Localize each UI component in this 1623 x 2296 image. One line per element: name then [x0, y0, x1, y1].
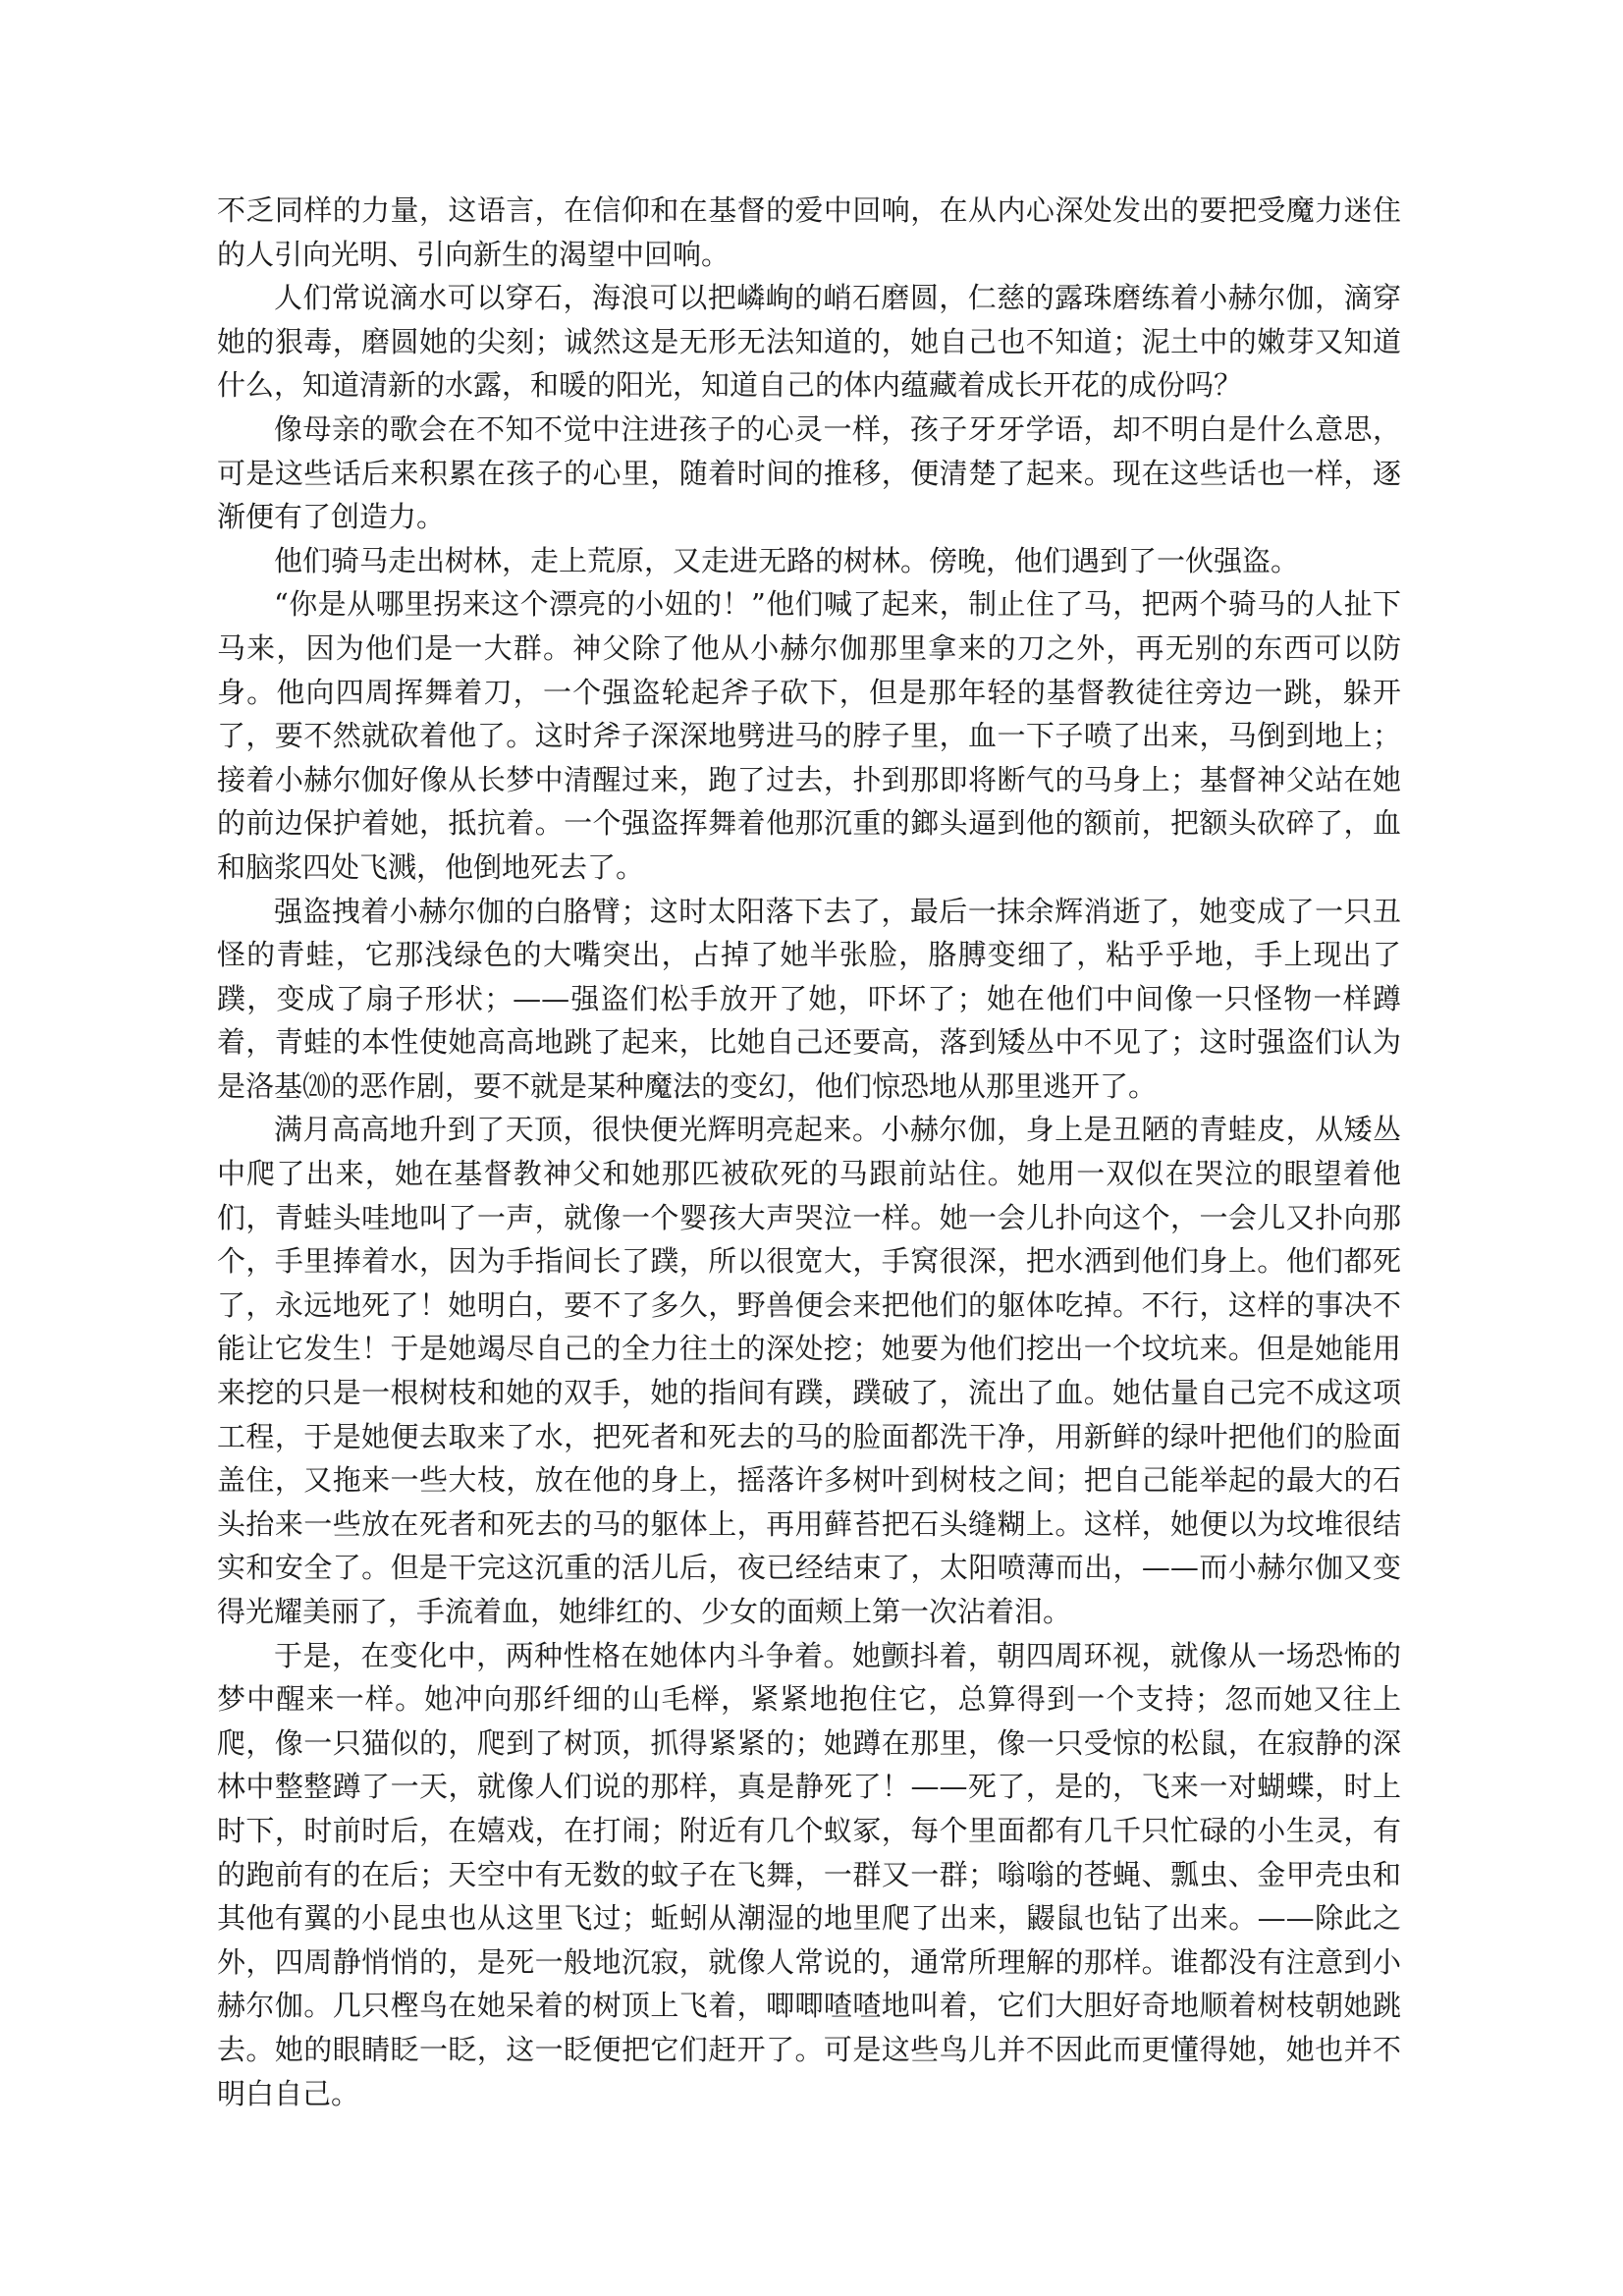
paragraph-robbers-attack: “你是从哪里拐来这个漂亮的小妞的！”他们喊了起来，制止住了马，把两个骑马的人扯下马来，因为他们是一大群。神父除了他从小赫尔伽那里拿来的刀之外，再无别的东西可以防身。他向四周挥舞着刀，一个强盗轮起斧子砍下，但是那年轻的基督教徒往旁边一跳，躲开了，要不然就砍着他了。这时斧子深深地劈进马的脖子里，血一下子喷了出来，马倒到地上；接着小赫尔伽好像从长梦中清醒过来，跑了过去，扑到那即将断气的马身上；基督神父站在她的前边保护着她，抵抗着。一个强盗挥舞着他那沉重的鎯头逼到他的额前，把额头砍碎了，血和脑浆四处飞溅，他倒地死去了。 — [217, 587, 1401, 884]
paragraph-dripping-water: 人们常说滴水可以穿石，海浪可以把嶙峋的峭石磨圆，仁慈的露珠磨练着小赫尔伽，滴穿她的狠毒，磨圆她的尖刻；诚然这是无形无法知道的，她自己也不知道；泥土中的嫩芽又知道什么，知道清新的水露，和暖的阳光，知道自己的体内蕴藏着成长开花的成份吗？ — [217, 281, 1401, 403]
paragraph-forest-vigil: 于是，在变化中，两种性格在她体内斗争着。她颤抖着，朝四周环视，就像从一场恐怖的梦中醒来一样。她冲向那纤细的山毛榉，紧紧地抱住它，总算得到一个支持；忽而她又往上爬，像一只猫似的，爬到了树顶，抓得紧紧的；她蹲在那里，像一只受惊的松鼠，在寂静的深林中整整蹲了一天，就像人们说的那样，真是静死了！——死了，是的，飞来一对蝴蝶，时上时下，时前时后，在嬉戏，在打闹；附近有几个蚁冢，每个里面都有几千只忙碌的小生灵，有的跑前有的在后；天空中有无数的蚊子在飞舞，一群又一群；嗡嗡的苍蝇、瓢虫、金甲壳虫和其他有翼的小昆虫也从这里飞过；蚯蚓从潮湿的地里爬了出来，鼹鼠也钻了出来。——除此之外，四周静悄悄的，是死一般地沉寂，就像人常说的，通常所理解的那样。谁都没有注意到小赫尔伽。几只樫鸟在她呆着的树顶上飞着，唧唧喳喳地叫着，它们大胆好奇地顺着树枝朝她跳去。她的眼睛眨一眨，这一眨便把它们赶开了。可是这些鸟儿并不因此而更懂得她，她也并不明白自己。 — [217, 1638, 1401, 2110]
paragraph-frog-transformation: 强盗拽着小赫尔伽的白胳臂；这时太阳落下去了，最后一抹余辉消逝了，她变成了一只丑怪的青蛙，它那浅绿色的大嘴突出，占掉了她半张脸，胳膊变细了，粘乎乎地，手上现出了蹼，变成了扇子形状；——强盗们松手放开了她，吓坏了；她在他们中间像一只怪物一样蹲着，青蛙的本性使她高高地跳了起来，比她自己还要高，落到矮丛中不见了；这时强盗们认为是洛基⒇的恶作剧，要不就是某种魔法的变幻，他们惊恐地从那里逃开了。 — [217, 894, 1401, 1103]
paragraph-continuation: 不乏同样的力量，这语言，在信仰和在基督的爱中回响，在从内心深处发出的要把受魔力迷住的人引向光明、引向新生的渴望中回响。 — [217, 193, 1401, 271]
paragraph-burial: 满月高高地升到了天顶，很快便光辉明亮起来。小赫尔伽，身上是丑陋的青蛙皮，从矮丛中爬了出来，她在基督教神父和她那匹被砍死的马跟前站住。她用一双似在哭泣的眼望着他们，青蛙头哇地叫了一声，就像一个婴孩大声哭泣一样。她一会儿扑向这个，一会儿又扑向那个，手里捧着水，因为手指间长了蹼，所以很宽大，手窝很深，把水洒到他们身上。他们都死了，永远地死了！她明白，要不了多久，野兽便会来把他们的躯体吃掉。不行，这样的事决不能让它发生！于是她竭尽自己的全力往土的深处挖；她要为他们挖出一个坟坑来。但是她能用来挖的只是一根树枝和她的双手，她的指间有蹼，蹼破了，流出了血。她估量自己完不成这项工程，于是她便去取来了水，把死者和死去的马的脸面都洗干净，用新鲜的绿叶把他们的脸面盖住，又拖来一些大枝，放在他的身上，摇落许多树叶到树枝之间；把自己能举起的最大的石头抬来一些放在死者和死去的马的躯体上，再用藓苔把石头缝糊上。这样，她便以为坟堆很结实和安全了。但是干完这沉重的活儿后，夜已经结束了，太阳喷薄而出，——而小赫尔伽又变得光耀美丽了，手流着血，她绯红的、少女的面颊上第一次沾着泪。 — [217, 1113, 1401, 1628]
document-page — [217, 189, 1401, 2115]
paragraph-mothers-song: 像母亲的歌会在不知不觉中注进孩子的心灵一样，孩子牙牙学语，却不明白是什么意思，可是这些话后来积累在孩子的心里，随着时间的推移，便清楚了起来。现在这些话也一样，逐渐便有了创造力。 — [217, 411, 1401, 534]
paragraph-ride-out: 他们骑马走出树林，走上荒原，又走进无路的树林。傍晚，他们遇到了一伙强盗。 — [274, 543, 1300, 577]
